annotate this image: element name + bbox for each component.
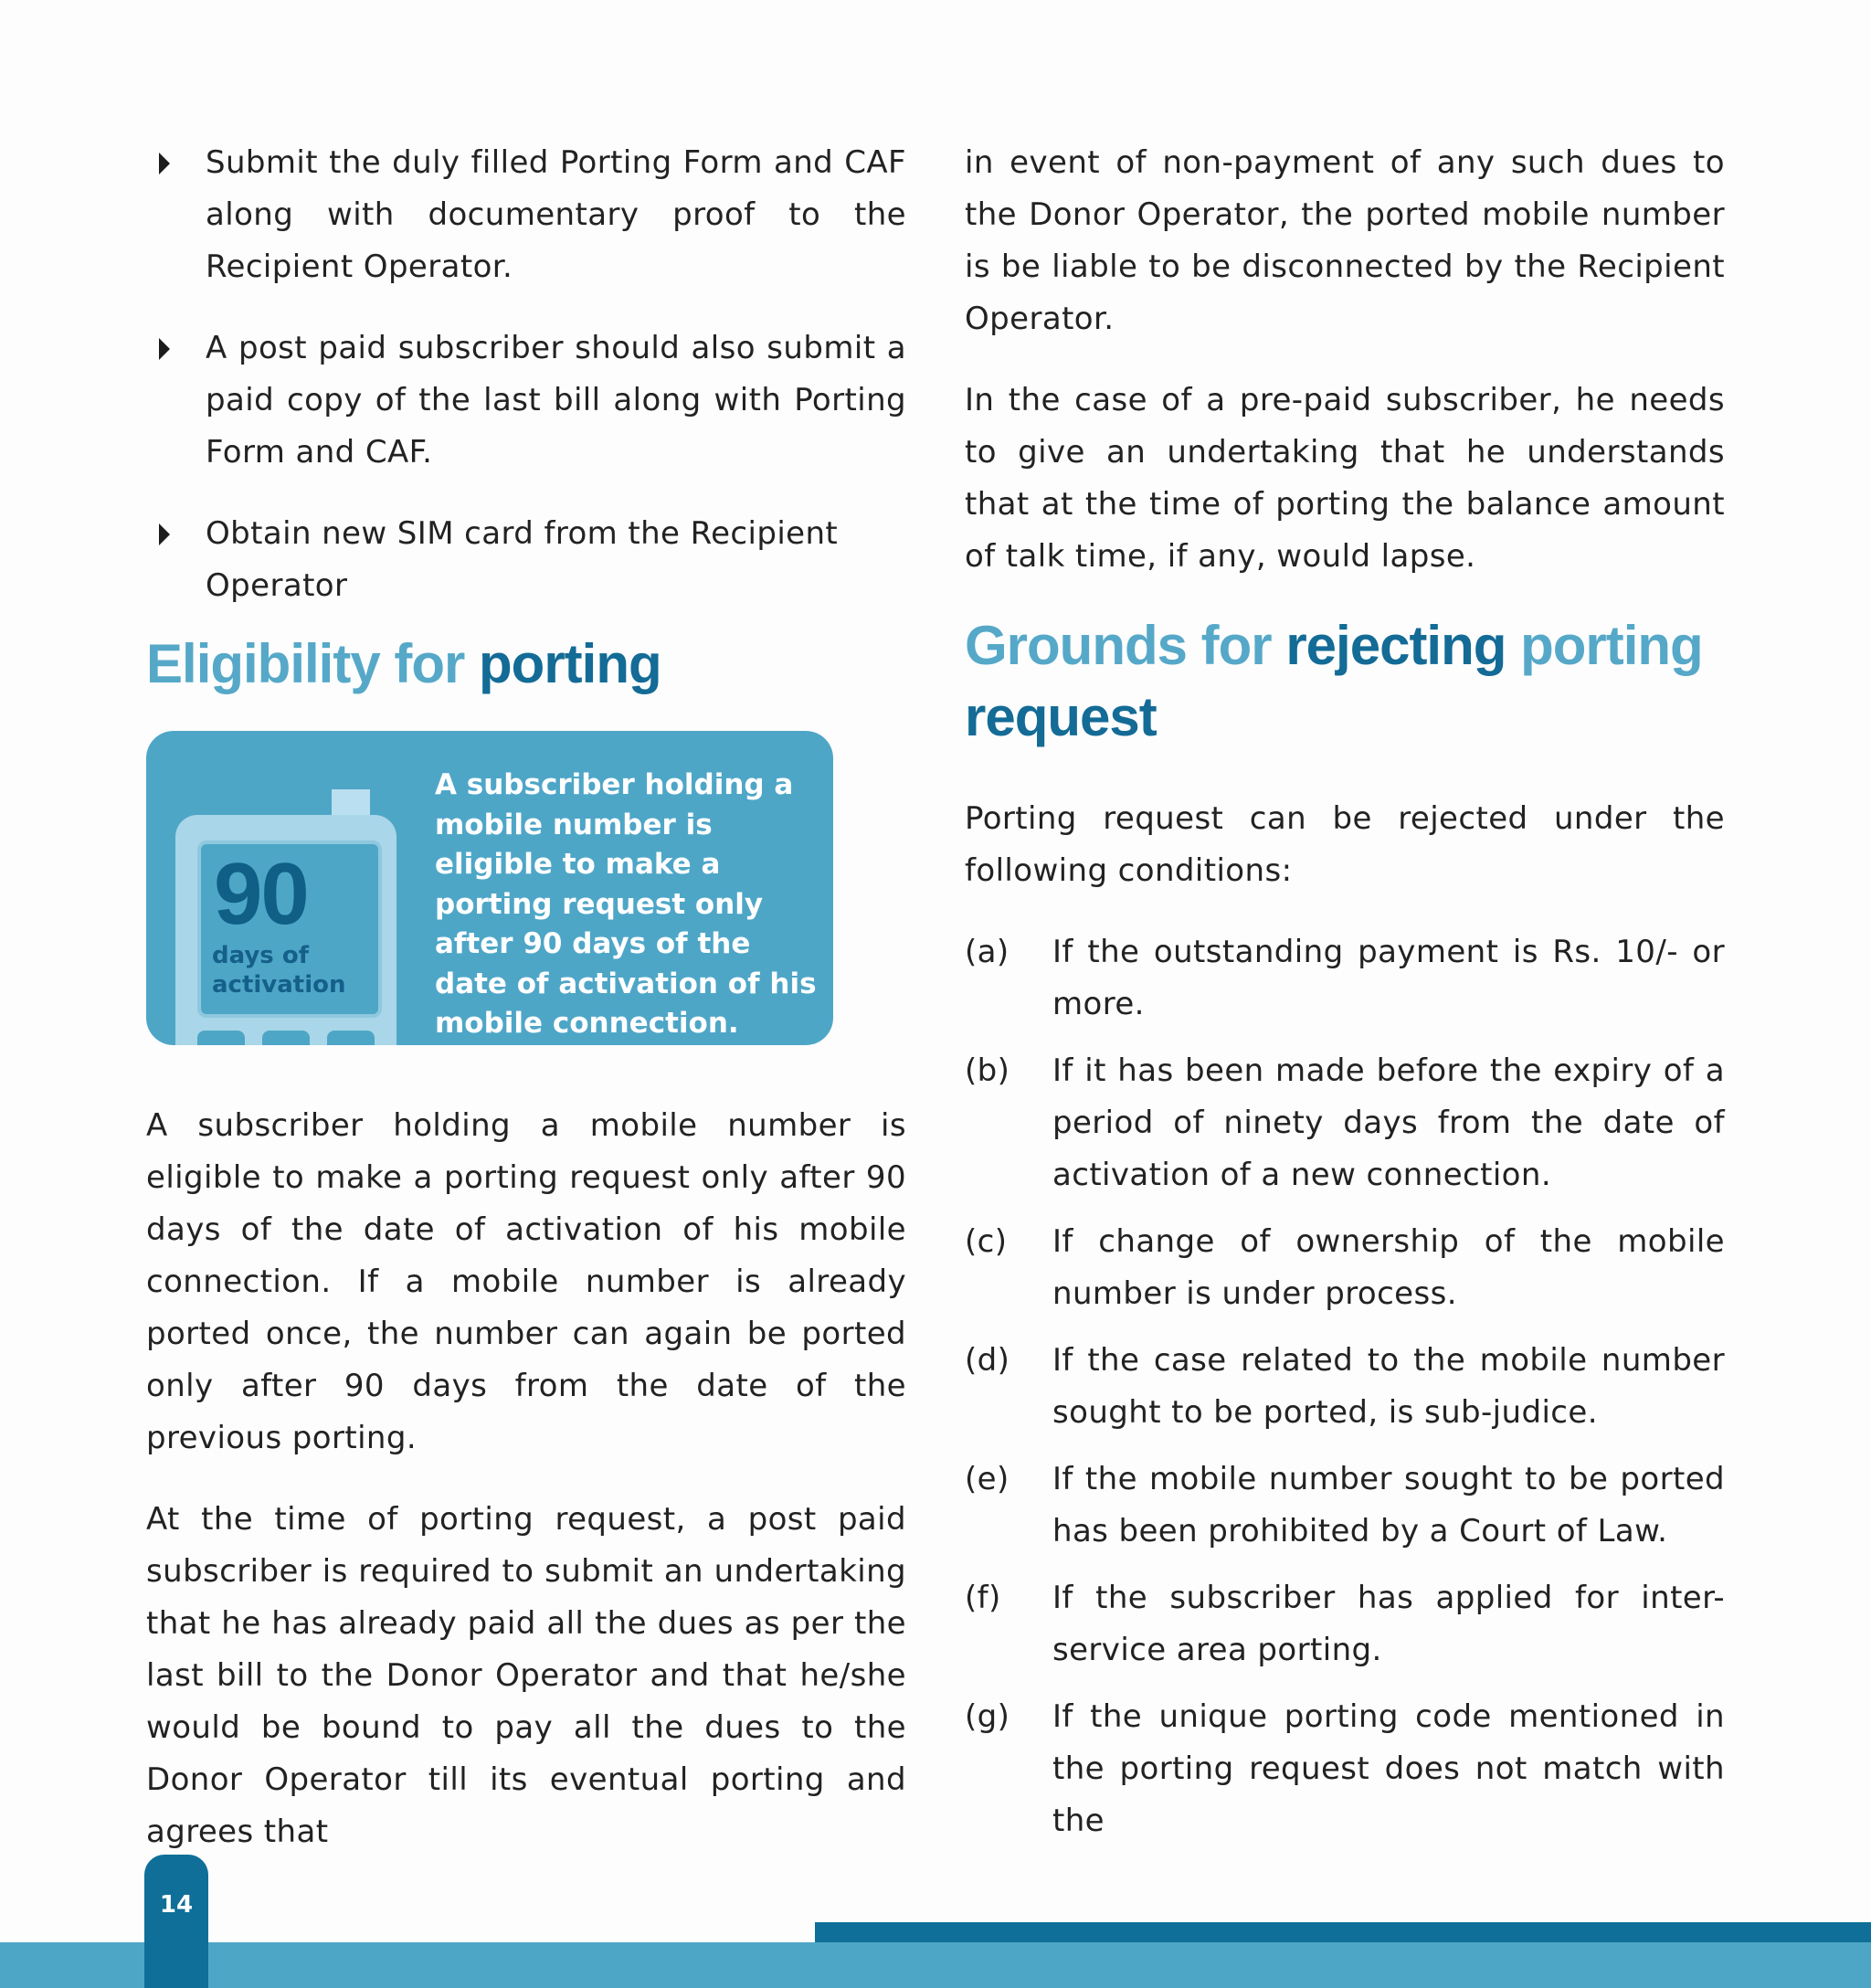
condition-text: If the case related to the mobile number sought to be ported, is sub-judice. bbox=[1052, 1342, 1725, 1431]
bullet-item bbox=[146, 323, 906, 479]
heading-part: request bbox=[965, 686, 1157, 747]
footer-stripe bbox=[815, 1922, 1871, 1942]
bullet-text: Obtain new SIM card from the Recipient Operator bbox=[206, 515, 839, 604]
days-number: 90 bbox=[214, 845, 308, 943]
bullet-triangle-icon bbox=[159, 523, 170, 545]
condition-text: If the subscriber has applied for inter-service area porting. bbox=[1052, 1580, 1725, 1668]
mobile-phone-icon bbox=[175, 815, 396, 1045]
eligibility-heading bbox=[146, 629, 906, 700]
bullet-item bbox=[146, 137, 906, 293]
heading-part: Grounds for bbox=[965, 615, 1272, 676]
heading-part: Eligibility for bbox=[146, 633, 465, 694]
condition-text: If the unique porting code mentioned in the porting request does not match with the bbox=[1052, 1698, 1725, 1839]
condition-label: (a) bbox=[965, 934, 1009, 970]
condition-label: (c) bbox=[965, 1223, 1008, 1260]
condition-item bbox=[965, 1045, 1725, 1201]
days-caption: days of activation bbox=[212, 942, 346, 999]
left-column bbox=[146, 137, 906, 1858]
page-number-tab bbox=[144, 1855, 208, 1988]
page-number: 14 bbox=[159, 1891, 194, 1919]
right-column bbox=[965, 137, 1725, 1862]
condition-item bbox=[965, 1691, 1725, 1847]
condition-text: If the mobile number sought to be ported has been prohibited by a Court of Law. bbox=[1052, 1461, 1725, 1549]
heading-part: rejecting bbox=[1285, 615, 1506, 676]
condition-label: (d) bbox=[965, 1342, 1010, 1379]
condition-item bbox=[965, 1572, 1725, 1676]
condition-item bbox=[965, 1454, 1725, 1558]
bullet-item bbox=[146, 508, 906, 612]
heading-part: porting bbox=[479, 633, 661, 694]
eligibility-paragraph: A subscriber holding a mobile number is eligible to make a porting request only after 90 days of the date of activation of his mobile connection. If a mobile number is already ported once, the number can again be ported only after 90 days from the date of the previous porting. bbox=[146, 1107, 906, 1456]
dues-paragraph: in event of non-payment of any such dues to the Donor Operator, the ported mobile number is be liable to be disconnected by the Recipient Operator. bbox=[965, 144, 1725, 337]
phone-key-icon bbox=[262, 1031, 310, 1045]
bullet-triangle-icon bbox=[159, 153, 170, 174]
condition-label: (g) bbox=[965, 1698, 1010, 1735]
heading-part: porting bbox=[1520, 615, 1703, 676]
condition-text: If the outstanding payment is Rs. 10/- or more. bbox=[1052, 934, 1725, 1022]
info-box-text: A subscriber holding a mobile number is eligible to make a porting request only after 90 days of the date of activation of his mobile connection. bbox=[435, 768, 817, 1040]
phone-screen bbox=[197, 841, 382, 1018]
condition-item bbox=[965, 1216, 1725, 1320]
condition-text: If it has been made before the expiry of a period of ninety days from the date of activation of a new connection. bbox=[1052, 1052, 1725, 1193]
undertaking-paragraph: At the time of porting request, a post paid subscriber is required to submit an undertaking that he has already paid all the dues as per the last bill to the Donor Operator and that he/she would be bound to pay all the dues to the Donor Operator till its eventual porting and agrees that bbox=[146, 1501, 906, 1850]
bullet-triangle-icon bbox=[159, 338, 170, 360]
eligibility-info-box bbox=[146, 731, 833, 1045]
grounds-heading bbox=[965, 610, 1725, 753]
condition-text: If change of ownership of the mobile number is under process. bbox=[1052, 1223, 1725, 1312]
footer-band bbox=[0, 1942, 1871, 1988]
condition-item bbox=[965, 1335, 1725, 1439]
bullet-text: A post paid subscriber should also submit a paid copy of the last bill along with Porting Form and CAF. bbox=[206, 330, 906, 471]
prepaid-paragraph: In the case of a pre-paid subscriber, he needs to give an undertaking that he understands that at the time of porting the balance amount of talk time, if any, would lapse. bbox=[965, 382, 1725, 575]
condition-label: (b) bbox=[965, 1052, 1010, 1089]
bullet-text: Submit the duly filled Porting Form and CAF along with documentary proof to the Recipient Operator. bbox=[206, 144, 906, 285]
phone-key-icon bbox=[197, 1031, 245, 1045]
condition-item bbox=[965, 926, 1725, 1031]
grounds-intro: Porting request can be rejected under the following conditions: bbox=[965, 800, 1725, 889]
condition-label: (f) bbox=[965, 1580, 1001, 1616]
phone-key-icon bbox=[327, 1031, 375, 1045]
condition-label: (e) bbox=[965, 1461, 1009, 1497]
